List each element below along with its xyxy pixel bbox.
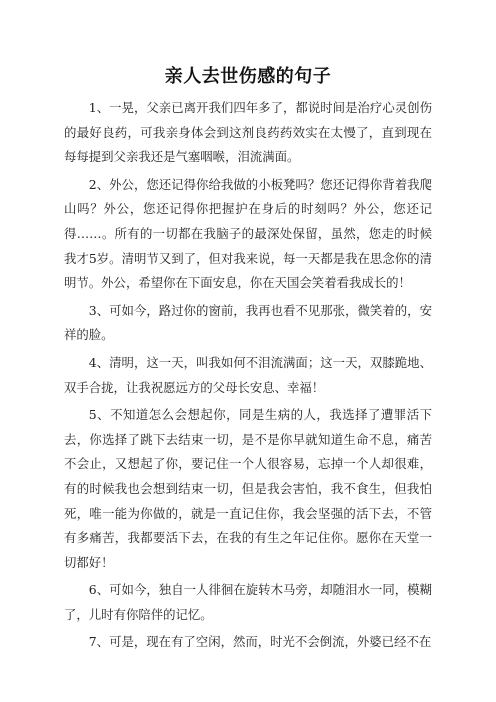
page-title: 亲人去世伤感的句子 <box>164 66 332 87</box>
paragraph: 3、可如今，路过你的窗前，我再也看不见那张，微笑着的，安祥的脸。 <box>64 302 432 343</box>
document-body <box>64 96 432 658</box>
paragraph: 1、一晃，父亲已离开我们四年多了，都说时间是治疗心灵创伤的最好良药，可我亲身体会到这剂良药药效实在太慢了，直到现在每每提到父亲我还是气塞咽喉，泪流满面。 <box>64 100 432 165</box>
paragraph: 4、清明，这一天，叫我如何不泪流满面；这一天，双膝跪地、双手合拢，让我祝愿远方的父母长安息、幸福！ <box>64 354 432 395</box>
paragraph: 6、可如今，独自一人徘徊在旋转木马旁，却随泪水一同，模糊了，儿时有你陪伴的记忆。 <box>64 582 432 622</box>
paragraph: 2、外公，您还记得你给我做的小板凳吗？您还记得你背着我爬山吗？外公，您还记得你把握护在身后的时刻吗？外公，您还记得……。所有的一切都在我脑子的最深处保留，虽然，您走的时候我才5岁。清明节又到了，但对我来说，每一天都是我在思念你的清明节。外公，希望你在下面安息，你在天国会笑着看我成长的！ <box>64 176 432 291</box>
paragraph: 5、不知道怎么会想起你，同是生病的人，我选择了遭罪活下去，你选择了跳下去结束一切，是不是你早就知道生命不息，痛苦不会止，又想起了你，要记住一个人很容易，忘掉一个人却很难，有的时候我也会想到结束一切，但是我会害怕，我不食生，但我怕死，唯一能为你做的，就是一直记住你，我会坚强的活下去，不管有多痛苦，我都要活下去，在我的有生之年记住你。愿你在天堂一切都好！ <box>64 407 432 570</box>
paragraph: 7、可是，现在有了空闲，然而，时光不会倒流，外婆已经不在 <box>88 634 432 650</box>
